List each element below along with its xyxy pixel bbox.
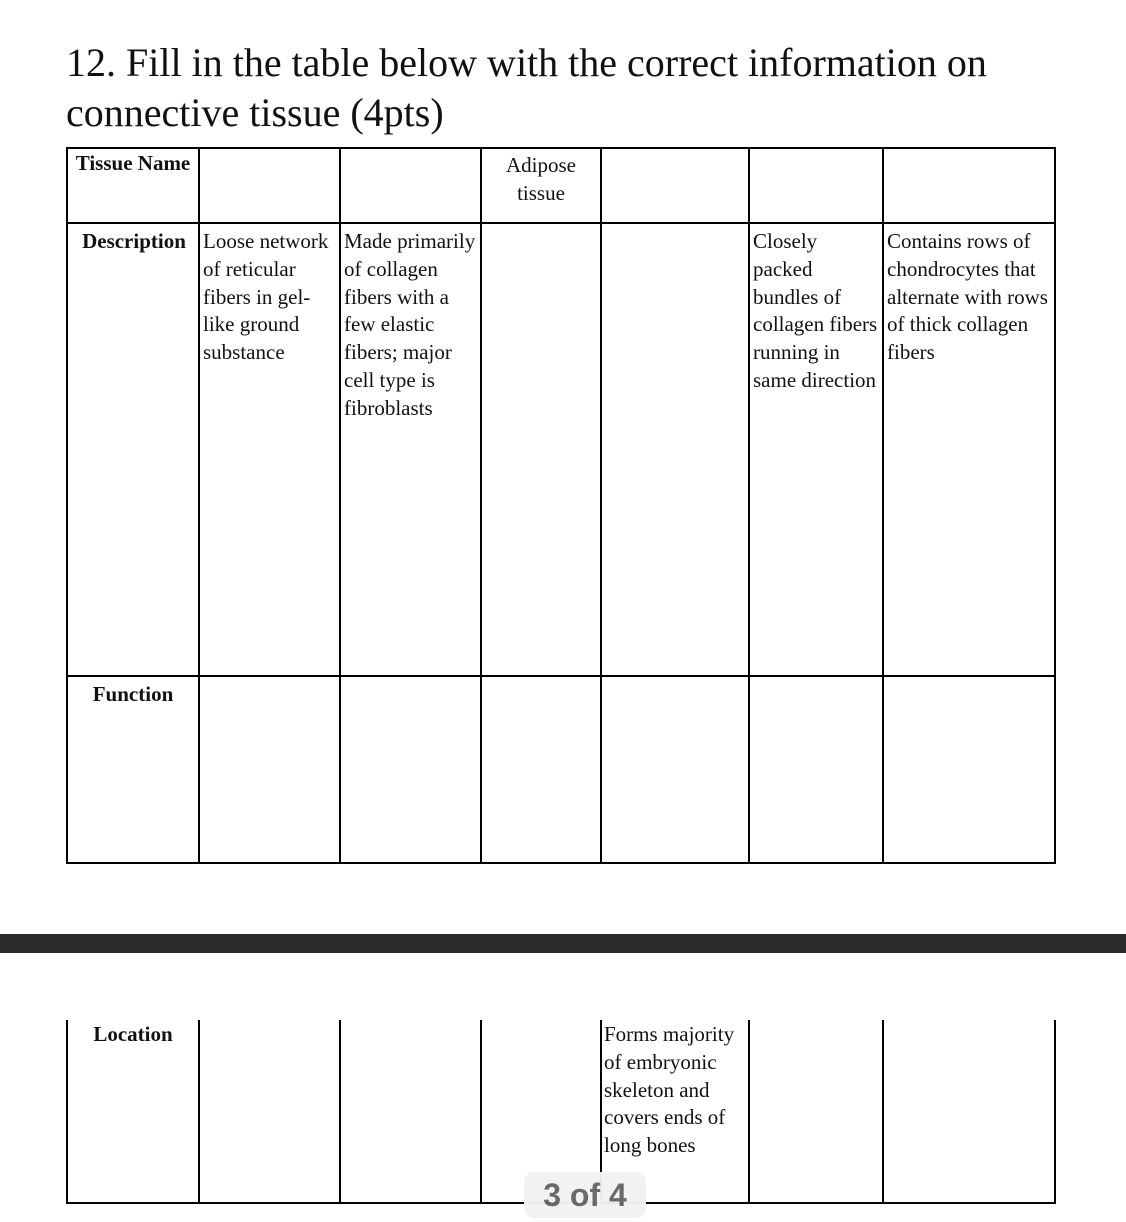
lower-col-line-1 — [198, 1020, 200, 1204]
description-cell-1[interactable]: Loose network of reticular fibers in gel-like ground substance — [203, 229, 329, 365]
description-cell-2[interactable]: Made primarily of collagen fibers with a few elastic fibers; major cell type is fibroblasts — [344, 229, 476, 420]
col-line-3 — [480, 147, 482, 864]
question-title — [66, 38, 1066, 138]
row-header-function: Function — [92, 682, 174, 706]
col-line-5 — [748, 147, 750, 864]
description-cell-6[interactable]: Contains rows of chondrocytes that alternate with rows of thick collagen fibers — [887, 229, 1048, 365]
question-title-line-1: 12. Fill in the table below with the correct information on — [66, 40, 987, 85]
row-header-description: Description — [82, 229, 186, 253]
col-line-7 — [1054, 147, 1056, 864]
location-cell-4[interactable]: Forms majority of embryonic skeleton and covers ends of long bones — [604, 1022, 735, 1158]
col-line-2 — [339, 147, 341, 864]
lower-col-line-6 — [882, 1020, 884, 1204]
page-indicator: 3 of 4 — [524, 1172, 646, 1218]
row-divider-2 — [66, 675, 1056, 677]
row-divider-1 — [66, 222, 1056, 224]
col-line-4 — [600, 147, 602, 864]
lower-col-line-3 — [480, 1020, 482, 1204]
question-title-line-2: connective tissue (4pts) — [66, 90, 444, 135]
screenshot-divider-bar — [0, 934, 1126, 953]
lower-col-line-2 — [339, 1020, 341, 1204]
table-border-top — [66, 147, 1056, 149]
table-border-bottom — [66, 862, 1056, 864]
row-header-location: Location — [93, 1022, 173, 1046]
lower-col-line-7 — [1054, 1020, 1056, 1204]
col-line-0 — [66, 147, 68, 864]
description-cell-5[interactable]: Closely packed bundles of collagen fibers running in same direction — [753, 229, 878, 392]
col-line-6 — [882, 147, 884, 864]
col-line-1 — [198, 147, 200, 864]
tissue-name-cell-3[interactable]: Adipose tissue — [506, 153, 576, 205]
lower-col-line-5 — [748, 1020, 750, 1204]
row-header-tissue-name: Tissue Name — [75, 151, 191, 175]
